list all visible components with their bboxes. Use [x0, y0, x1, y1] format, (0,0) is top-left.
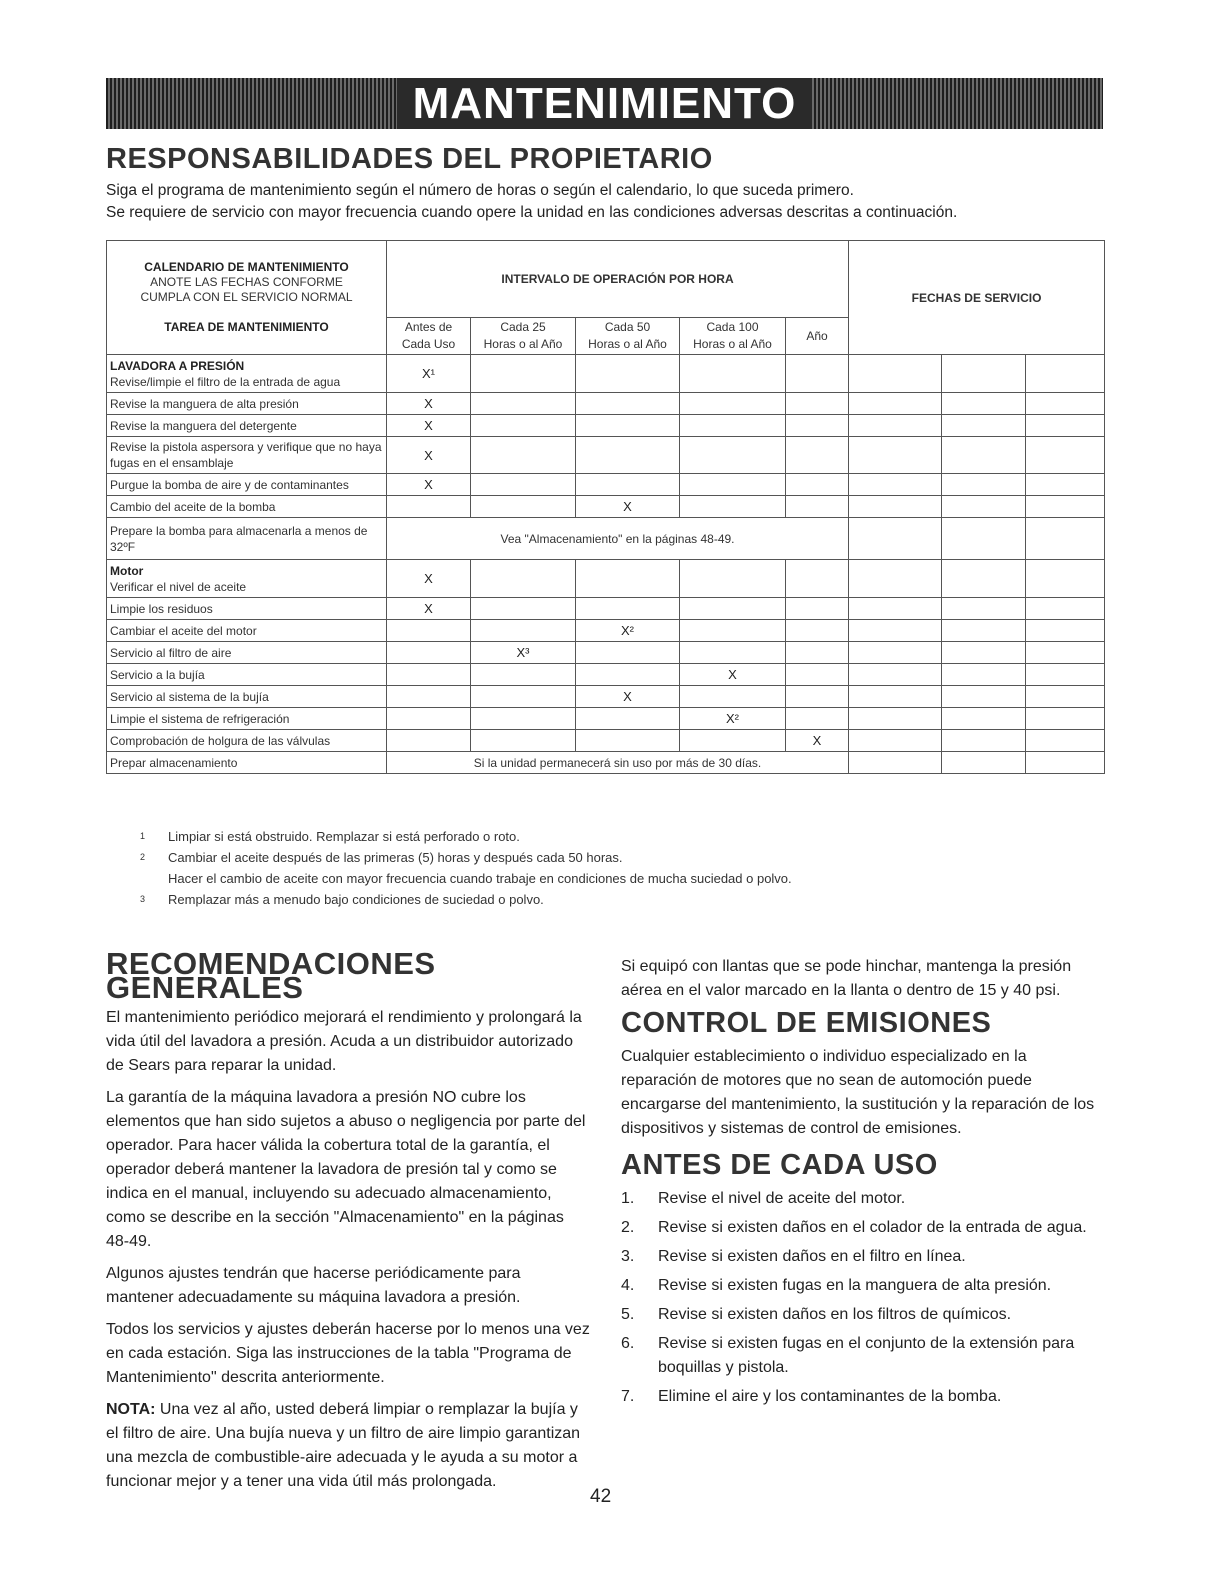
service-date-cell[interactable]: [1026, 393, 1105, 415]
service-date-cell[interactable]: [1026, 415, 1105, 437]
emissions-heading: CONTROL DE EMISIONES: [621, 1007, 992, 1039]
interval-mark-cell: [680, 620, 786, 642]
interval-mark-cell: X³: [471, 642, 576, 664]
intro-line: Se requiere de servicio con mayor frecuencia cuando opere la unidad en las condiciones adversas descritas a continuación.: [106, 204, 958, 221]
banner-title: MANTENIMIENTO: [397, 78, 813, 129]
service-date-cell[interactable]: [1026, 730, 1105, 752]
interval-mark-cell: [680, 393, 786, 415]
before-each-use-heading: ANTES DE CADA USO: [621, 1149, 938, 1181]
interval-mark-cell: [576, 474, 680, 496]
service-date-cell[interactable]: [1026, 518, 1105, 560]
table-row: [107, 620, 1105, 642]
interval-mark-cell: [680, 730, 786, 752]
interval-mark-cell: [387, 620, 471, 642]
task-cell: Purgue la bomba de aire y de contaminantes: [107, 474, 387, 496]
interval-column-header: Antes de Cada Uso: [387, 318, 471, 355]
interval-mark-cell: [786, 620, 849, 642]
service-date-cell[interactable]: [1026, 708, 1105, 730]
list-item: 7. Elimine el aire y los contaminantes de la bomba.: [621, 1388, 1002, 1405]
footnotes: [140, 826, 1100, 910]
service-date-cell[interactable]: [1026, 664, 1105, 686]
interval-mark-cell: [576, 598, 680, 620]
table-row: [107, 560, 1105, 598]
interval-mark-cell: X: [576, 686, 680, 708]
table-row: [107, 518, 1105, 560]
interval-mark-cell: [576, 355, 680, 393]
interval-mark-cell: [471, 730, 576, 752]
interval-column-header: Cada 25 Horas o al Año: [471, 318, 576, 355]
interval-mark-cell: [387, 664, 471, 686]
interval-mark-cell: X: [387, 598, 471, 620]
interval-mark-cell: [576, 664, 680, 686]
table-row: [107, 393, 1105, 415]
task-cell: Motor Verificar el nivel de aceite: [107, 560, 387, 598]
note-label: NOTA:: [106, 1401, 156, 1418]
footnote-text: Cambiar el aceite después de las primeras (5) horas y después cada 50 horas.: [168, 850, 623, 865]
service-date-cell[interactable]: [942, 598, 1026, 620]
interval-mark-cell: [387, 730, 471, 752]
intro-line: Siga el programa de mantenimiento según el número de horas o según el calendario, lo que suceda primero.: [106, 182, 854, 199]
interval-mark-cell: [576, 415, 680, 437]
task-cell: LAVADORA A PRESIÓN Revise/limpie el filtro de la entrada de agua: [107, 355, 387, 393]
interval-mark-cell: [786, 474, 849, 496]
task-cell: Cambiar el aceite del motor: [107, 620, 387, 642]
table-row: [107, 415, 1105, 437]
service-date-cell[interactable]: [849, 518, 942, 560]
service-date-cell[interactable]: [849, 642, 942, 664]
service-date-cell[interactable]: [1026, 620, 1105, 642]
interval-mark-cell: [576, 642, 680, 664]
service-date-cell[interactable]: [1026, 437, 1105, 474]
interval-mark-cell: X¹: [387, 355, 471, 393]
task-cell: Servicio al filtro de aire: [107, 642, 387, 664]
maintenance-schedule-table: [106, 240, 1105, 774]
table-row: [107, 708, 1105, 730]
service-date-cell[interactable]: [849, 474, 942, 496]
service-date-cell[interactable]: [942, 752, 1026, 774]
interval-mark-cell: [576, 393, 680, 415]
service-date-cell[interactable]: [942, 730, 1026, 752]
interval-mark-cell: [471, 355, 576, 393]
paragraph: Todos los servicios y ajustes deberán hacerse por lo menos una vez en cada estación. Siga las instrucciones de la tabla "Programa de Mantenimiento" descrita anteriormente.: [106, 1321, 590, 1386]
service-date-cell[interactable]: [942, 415, 1026, 437]
interval-mark-cell: [786, 393, 849, 415]
span-note-cell: Si la unidad permanecerá sin uso por más de 30 días.: [387, 752, 849, 774]
table-row: [107, 642, 1105, 664]
list-item: 5. Revise si existen daños en los filtros de químicos.: [621, 1306, 1012, 1323]
interval-mark-cell: [680, 598, 786, 620]
section-label: Motor: [110, 563, 144, 578]
interval-mark-cell: [387, 642, 471, 664]
service-date-cell[interactable]: [1026, 686, 1105, 708]
list-item: 4. Revise si existen fugas en la manguera de alta presión.: [621, 1277, 1052, 1294]
interval-mark-cell: [786, 560, 849, 598]
interval-mark-cell: [471, 686, 576, 708]
interval-column-header: Cada 100 Horas o al Año: [680, 318, 786, 355]
interval-mark-cell: [471, 598, 576, 620]
note-paragraph: NOTA: Una vez al año, usted deberá limpiar o remplazar la bujía y el filtro de aire. Una bujía nueva y un filtro de aire limpio garantizan una mezcla de combustible-aire adecuada y le ayuda a su motor a funcionar mejor y a tener una vida útil más prolongada.: [106, 1401, 581, 1490]
recommendations-section: [106, 946, 591, 1502]
interval-header: INTERVALO DE OPERACIÓN POR HORA: [387, 241, 849, 318]
interval-mark-cell: [680, 355, 786, 393]
footnote: [140, 826, 1100, 847]
table-row: [107, 496, 1105, 518]
service-date-cell[interactable]: [1026, 355, 1105, 393]
interval-mark-cell: [471, 560, 576, 598]
tire-pressure-text: Si equipó con llantas que se pode hinchar, mantenga la presión aérea en el valor marcado en la llanta o dentro de 15 y 40 psi.: [621, 958, 1072, 999]
interval-mark-cell: [471, 708, 576, 730]
interval-mark-cell: [786, 642, 849, 664]
service-date-cell[interactable]: [942, 355, 1026, 393]
interval-mark-cell: X²: [680, 708, 786, 730]
task-cell: Revise la manguera de alta presión: [107, 393, 387, 415]
interval-mark-cell: X: [387, 393, 471, 415]
service-date-cell[interactable]: [942, 620, 1026, 642]
interval-mark-cell: [471, 415, 576, 437]
footnote-number: 1: [140, 831, 146, 841]
footnote: [140, 868, 1100, 889]
task-cell: Revise la pistola aspersora y verifique que no haya fugas en el ensamblaje: [107, 437, 387, 474]
calendar-header: CALENDARIO DE MANTENIMIENTO ANOTE LAS FECHAS CONFORME CUMPLA CON EL SERVICIO NORMAL TAREA DE MANTENIMIENTO: [107, 241, 387, 355]
table-row: [107, 474, 1105, 496]
interval-mark-cell: [576, 730, 680, 752]
table-row: [107, 437, 1105, 474]
interval-mark-cell: [471, 474, 576, 496]
interval-mark-cell: [576, 708, 680, 730]
table-row: [107, 752, 1105, 774]
interval-mark-cell: [680, 560, 786, 598]
service-date-cell[interactable]: [849, 355, 942, 393]
interval-mark-cell: X: [680, 664, 786, 686]
service-date-cell[interactable]: [1026, 474, 1105, 496]
service-date-cell[interactable]: [1026, 598, 1105, 620]
recommendations-heading: RECOMENDACIONES GENERALES: [106, 946, 436, 1005]
task-cell: Limpie el sistema de refrigeración: [107, 708, 387, 730]
service-date-cell[interactable]: [849, 664, 942, 686]
interval-mark-cell: X: [387, 437, 471, 474]
task-cell: Prepar almacenamiento: [107, 752, 387, 774]
task-cell: Cambio del aceite de la bomba: [107, 496, 387, 518]
footnote-number: 2: [140, 852, 146, 862]
paragraph: La garantía de la máquina lavadora a presión NO cubre los elementos que han sido sujetos a abuso o negligencia por parte del operador. Para hacer válida la cobertura total de la garantía, el operador deberá mantener la lavadora de presión tal y como se indica en el manual, incluyendo su adecuado almacenamiento, como se describe en la sección "Almacenamiento" en la páginas 48-49.: [106, 1089, 586, 1250]
footnote-text: Hacer el cambio de aceite con mayor frecuencia cuando trabaje en condiciones de mucha suciedad o polvo.: [168, 871, 792, 886]
interval-mark-cell: [786, 496, 849, 518]
service-date-cell[interactable]: [942, 437, 1026, 474]
service-date-cell[interactable]: [942, 642, 1026, 664]
service-date-cell[interactable]: [849, 496, 942, 518]
service-date-cell[interactable]: [849, 752, 942, 774]
task-cell: Prepare la bomba para almacenarla a menos de 32ºF: [107, 518, 387, 560]
interval-mark-cell: [680, 415, 786, 437]
service-date-cell[interactable]: [942, 560, 1026, 598]
interval-column-header: Cada 50 Horas o al Año: [576, 318, 680, 355]
emissions-text: Cualquier establecimiento o individuo especializado en la reparación de motores que no sean de automoción puede encargarse del mantenimiento, la sustitución y la reparación de los dispositivos y sistemas de control de emisiones.: [621, 1048, 1095, 1137]
interval-mark-cell: [680, 686, 786, 708]
task-cell: Comprobación de holgura de las válvulas: [107, 730, 387, 752]
list-item: 6. Revise si existen fugas en el conjunto de la extensión para boquillas y pistola.: [621, 1335, 1075, 1376]
table-row: [107, 664, 1105, 686]
service-date-cell[interactable]: [942, 474, 1026, 496]
footnote: [140, 889, 1100, 910]
section-banner: [106, 78, 1103, 129]
task-cell: Servicio al sistema de la bujía: [107, 686, 387, 708]
interval-mark-cell: [786, 415, 849, 437]
table-row: [107, 355, 1105, 393]
footnote: [140, 847, 1100, 868]
service-date-cell[interactable]: [942, 393, 1026, 415]
paragraph: Algunos ajustes tendrán que hacerse periódicamente para mantener adecuadamente su máquina lavadora a presión.: [106, 1265, 521, 1306]
paragraph: El mantenimiento periódico mejorará el rendimiento y prolongará la vida útil del lavadora a presión. Acuda a un distribuidor autorizado de Sears para reparar la unidad.: [106, 1009, 582, 1074]
service-date-cell[interactable]: [942, 686, 1026, 708]
interval-mark-cell: [387, 708, 471, 730]
service-date-cell[interactable]: [849, 708, 942, 730]
service-date-cell[interactable]: [849, 730, 942, 752]
service-date-cell[interactable]: [942, 496, 1026, 518]
interval-mark-cell: [387, 686, 471, 708]
task-cell: Limpie los residuos: [107, 598, 387, 620]
interval-mark-cell: X: [387, 474, 471, 496]
interval-mark-cell: [680, 474, 786, 496]
service-date-cell[interactable]: [849, 560, 942, 598]
service-date-cell[interactable]: [849, 393, 942, 415]
interval-mark-cell: X: [786, 730, 849, 752]
service-date-cell[interactable]: [849, 437, 942, 474]
footnote-text: Limpiar si está obstruido. Remplazar si está perforado o roto.: [168, 829, 520, 844]
interval-mark-cell: X: [387, 560, 471, 598]
interval-mark-cell: [786, 355, 849, 393]
interval-mark-cell: [786, 686, 849, 708]
task-cell: Revise la manguera del detergente: [107, 415, 387, 437]
interval-mark-cell: X: [576, 496, 680, 518]
list-item: 1. Revise el nivel de aceite del motor.: [621, 1190, 906, 1207]
service-date-cell[interactable]: [942, 518, 1026, 560]
service-dates-header: FECHAS DE SERVICIO: [849, 241, 1105, 355]
service-date-cell[interactable]: [849, 415, 942, 437]
service-date-cell[interactable]: [1026, 642, 1105, 664]
interval-mark-cell: [387, 496, 471, 518]
service-date-cell[interactable]: [1026, 560, 1105, 598]
interval-mark-cell: [786, 708, 849, 730]
interval-mark-cell: [680, 437, 786, 474]
list-item: 3. Revise si existen daños en el filtro en línea.: [621, 1248, 966, 1265]
interval-mark-cell: [471, 393, 576, 415]
service-date-cell[interactable]: [849, 620, 942, 642]
interval-mark-cell: [471, 437, 576, 474]
interval-mark-cell: [471, 664, 576, 686]
page-title: RESPONSABILIDADES DEL PROPIETARIO: [106, 143, 713, 175]
footnote-number: [140, 868, 168, 889]
interval-mark-cell: [576, 560, 680, 598]
before-each-use-list: [621, 1187, 1106, 1409]
interval-mark-cell: [786, 664, 849, 686]
right-column: [621, 955, 1106, 1414]
footnote-text: Remplazar más a menudo bajo condiciones de suciedad o polvo.: [168, 892, 544, 907]
page-number: 42: [590, 1486, 612, 1507]
interval-column-header: Año: [786, 318, 849, 355]
interval-mark-cell: [786, 598, 849, 620]
interval-mark-cell: [471, 496, 576, 518]
interval-mark-cell: [471, 620, 576, 642]
interval-mark-cell: [680, 496, 786, 518]
section-label: LAVADORA A PRESIÓN: [110, 358, 245, 373]
service-date-cell[interactable]: [942, 708, 1026, 730]
footnote-number: 3: [140, 894, 146, 904]
list-item: 2. Revise si existen daños en el colador de la entrada de agua.: [621, 1219, 1087, 1236]
table-row: [107, 730, 1105, 752]
table-row: [107, 598, 1105, 620]
service-date-cell[interactable]: [942, 664, 1026, 686]
interval-mark-cell: [576, 437, 680, 474]
interval-mark-cell: X²: [576, 620, 680, 642]
intro-text: [106, 180, 1106, 224]
service-date-cell[interactable]: [1026, 496, 1105, 518]
interval-mark-cell: [786, 437, 849, 474]
interval-mark-cell: [680, 642, 786, 664]
table-row: [107, 686, 1105, 708]
span-note-cell: Vea "Almacenamiento" en la páginas 48-49.: [387, 518, 849, 560]
service-date-cell[interactable]: [1026, 752, 1105, 774]
service-date-cell[interactable]: [849, 598, 942, 620]
service-date-cell[interactable]: [849, 686, 942, 708]
interval-mark-cell: X: [387, 415, 471, 437]
task-cell: Servicio a la bujía: [107, 664, 387, 686]
